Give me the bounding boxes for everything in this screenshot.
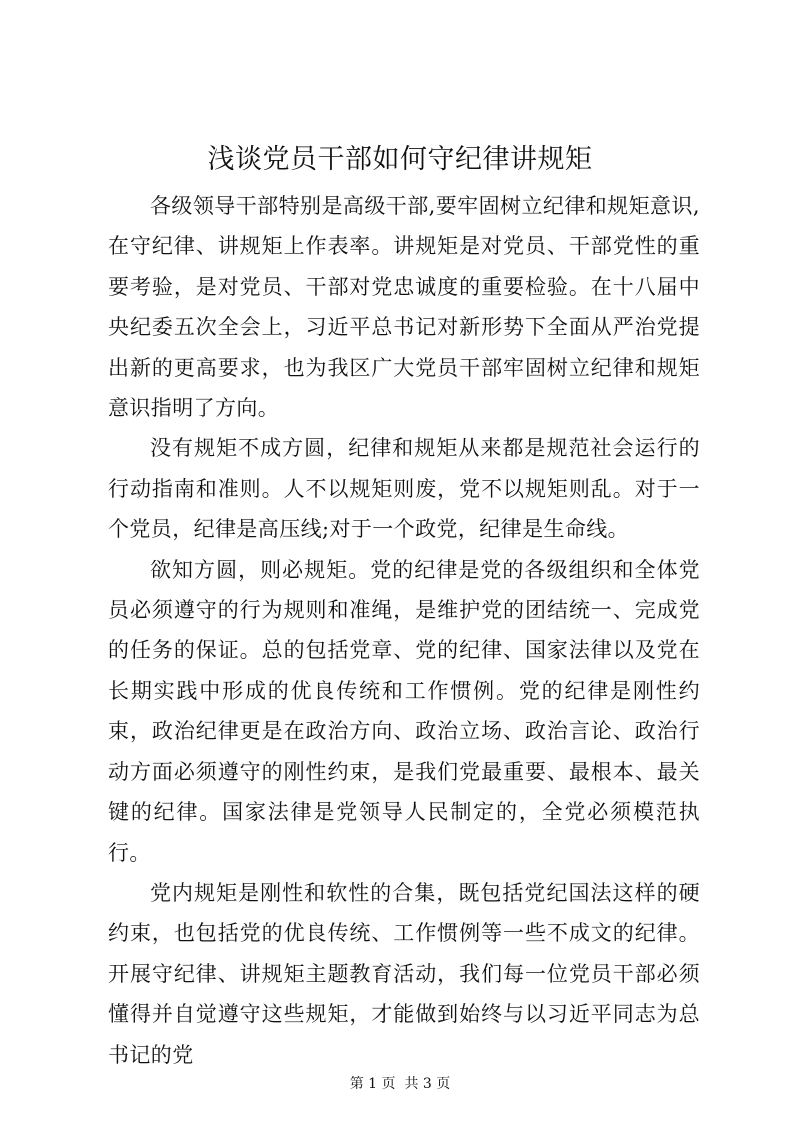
paragraph-3: 欲知方圆，则必规矩。党的纪律是党的各级组织和全体党员必须遵守的行为规则和准绳，是维护党的团结统一、完成党的任务的保证。总的包括党章、党的纪律、国家法律以及党在长期实践中形成的优良传统和工作惯例。党的纪律是刚性约束，政治纪律更是在政治方向、政治立场、政治言论、政治行动方面必须遵守的刚性约束，是我们党最重要、最根本、最关键的纪律。国家法律是党领导人民制定的，全党必须模范执行。 (108, 557, 700, 865)
paragraph-2: 没有规矩不成方圆，纪律和规矩从来都是规范社会运行的行动指南和准则。人不以规矩则废，党不以规矩则乱。对于一个党员，纪律是高压线;对于一个政党，纪律是生命线。 (108, 436, 700, 542)
page-number-label: 第 1 页 共 3 页 (349, 1076, 451, 1092)
page-number-footer (0, 1074, 800, 1094)
document-title: 浅谈党员干部如何守纪律讲规矩 (207, 144, 593, 175)
paragraph-1: 各级领导干部特别是高级干部,要牢固树立纪律和规矩意识,在守纪律、讲规矩上作表率。讲规矩是对党员、干部党性的重要考验，是对党员、干部对党忠诚度的重要检验。在十八届中央纪委五次全会上，习近平总书记对新形势下全面从严治党提出新的更高要求，也为我区广大党员干部牢固树立纪律和规矩意识指明了方向。 (108, 194, 700, 421)
document-body (108, 186, 700, 1075)
paragraph-4: 党内规矩是刚性和软性的合集，既包括党纪国法这样的硬约束，也包括党的优良传统、工作惯例等一些不成文的纪律。开展守纪律、讲规矩主题教育活动，我们每一位党员干部必须懂得并自觉遵守这些规矩，才能做到始终与以习近平同志为总书记的党 (108, 880, 700, 1067)
